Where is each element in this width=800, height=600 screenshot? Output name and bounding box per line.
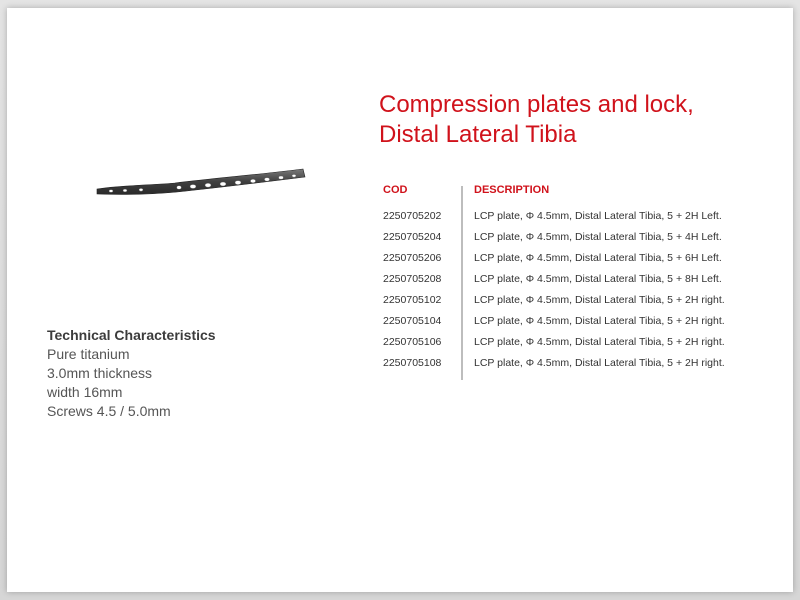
cell-cod: 2250705106 [383,336,442,348]
cell-cod: 2250705102 [383,294,442,306]
page-title-line-1: Compression plates and lock, [379,91,694,118]
cell-description: LCP plate, Φ 4.5mm, Distal Lateral Tibia, 5 + 2H right. [474,294,725,306]
cell-description: LCP plate, Φ 4.5mm, Distal Lateral Tibia, 5 + 6H Left. [474,252,722,264]
technical-heading: Technical Characteristics [47,327,216,343]
cell-cod: 2250705104 [383,315,442,327]
cell-description: LCP plate, Φ 4.5mm, Distal Lateral Tibia, 5 + 8H Left. [474,273,722,285]
cell-cod: 2250705206 [383,252,442,264]
cell-cod: 2250705108 [383,357,442,369]
page-title-line-2: Distal Lateral Tibia [379,121,577,148]
cell-cod: 2250705204 [383,231,442,243]
cell-cod: 2250705208 [383,273,442,285]
column-header-description: DESCRIPTION [474,184,550,196]
page-title [379,90,694,150]
cell-description: LCP plate, Φ 4.5mm, Distal Lateral Tibia, 5 + 2H right. [474,336,725,348]
cell-description: LCP plate, Φ 4.5mm, Distal Lateral Tibia, 5 + 2H right. [474,357,725,369]
technical-item: Screws 4.5 / 5.0mm [47,403,171,419]
column-divider [461,186,463,380]
technical-item: Pure titanium [47,346,130,362]
technical-item: width 16mm [47,384,123,400]
cell-description: LCP plate, Φ 4.5mm, Distal Lateral Tibia, 5 + 2H right. [474,315,725,327]
column-header-cod: COD [383,184,408,196]
technical-item: 3.0mm thickness [47,365,153,381]
cell-cod: 2250705202 [383,210,442,222]
tibia-plate-icon [95,166,309,206]
technical-characteristics [47,326,216,421]
cell-description: LCP plate, Φ 4.5mm, Distal Lateral Tibia, 5 + 4H Left. [474,231,722,243]
cell-description: LCP plate, Φ 4.5mm, Distal Lateral Tibia, 5 + 2H Left. [474,210,722,222]
catalog-page [7,8,793,592]
